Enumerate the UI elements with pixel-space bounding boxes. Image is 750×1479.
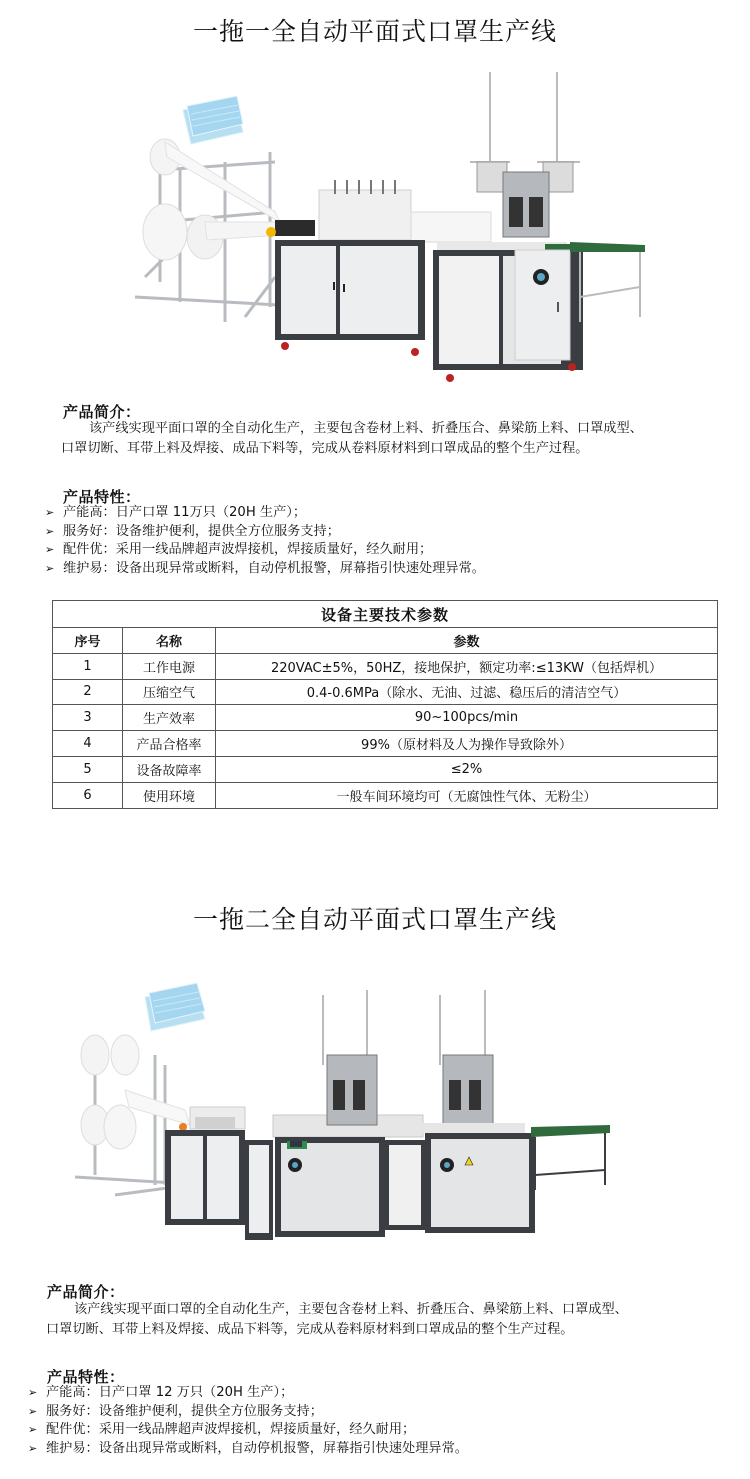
cell-name: 产品合格率 [123, 731, 216, 757]
feature-item: ➢ 服务好：设备维护便利，提供全方位服务支持； [45, 523, 485, 542]
cell-name: 使用环境 [123, 782, 216, 808]
col-header-name: 名称 [123, 628, 216, 654]
table-row [53, 731, 718, 757]
feature-item: ➢ 维护易：设备出现异常或断料，自动停机报警，屏幕指引快速处理异常。 [45, 560, 485, 579]
arrow-bullet-icon: ➢ [28, 1441, 38, 1455]
intro-line: 该产线实现平面口罩的全自动化生产，主要包含卷材上料、折叠压合、鼻梁筋上料、口罩成型、 [89, 421, 643, 436]
arrow-bullet-icon: ➢ [45, 543, 55, 556]
mask-stack-icon [183, 96, 243, 144]
feature-item: ➢ 服务好：设备维护便利，提供全方位服务支持； [28, 1403, 468, 1422]
mask-production-line-1to1-image [125, 62, 665, 387]
arrow-bullet-icon: ➢ [45, 506, 55, 519]
feature-item: ➢ 配件优：采用一线品牌超声波焊接机，焊接质量好，经久耐用； [45, 541, 485, 560]
feature-item: ➢ 维护易：设备出现异常或断料，自动停机报警，屏幕指引快速处理异常。 [28, 1440, 468, 1459]
cell-name: 压缩空气 [123, 679, 216, 705]
cell-param: 一般车间环境均可（无腐蚀性气体、无粉尘） [216, 782, 718, 808]
col-header-index: 序号 [53, 628, 123, 654]
cell-param: 90~100pcs/min [216, 705, 718, 731]
intro-line: 口罩切断、耳带上料及焊接、成品下料等，完成从卷料原材料到口罩成品的整个生产过程。 [46, 1322, 574, 1337]
product-intro-text-1 [61, 419, 643, 459]
table-row [53, 756, 718, 782]
mask-production-line-1to2-image [65, 955, 675, 1265]
product-features-heading-2: 产品特性： [47, 1368, 125, 1386]
arrow-bullet-icon: ➢ [45, 561, 55, 575]
mask-stack-icon [145, 983, 205, 1031]
cell-index: 2 [53, 679, 123, 705]
col-header-param: 参数 [216, 628, 718, 654]
spec-table-header [53, 628, 718, 654]
cell-index: 3 [53, 705, 123, 731]
cell-index: 5 [53, 756, 123, 782]
table-row [53, 705, 718, 731]
cell-param: 0.4-0.6MPa（除水、无油、过滤、稳压后的清洁空气） [216, 679, 718, 705]
cell-name: 生产效率 [123, 705, 216, 731]
spec-table-caption: 设备主要技术参数 [53, 601, 718, 628]
intro-line: 口罩切断、耳带上料及焊接、成品下料等，完成从卷料原材料到口罩成品的整个生产过程。 [61, 441, 589, 456]
arrow-bullet-icon: ➢ [28, 1404, 38, 1418]
cell-index: 1 [53, 653, 123, 679]
cell-name: 工作电源 [123, 653, 216, 679]
feature-item: ➢ 产能高：日产口罩 11万只（20H 生产）； [45, 504, 485, 523]
section-2-title: 一拖二全自动平面式口罩生产线 [192, 905, 557, 934]
intro-line: 该产线实现平面口罩的全自动化生产，主要包含卷材上料、折叠压合、鼻梁筋上料、口罩成型、 [74, 1302, 628, 1317]
product-features-list-2 [28, 1384, 468, 1458]
cell-index: 4 [53, 731, 123, 757]
product-features-list-1 [45, 504, 485, 578]
cell-param: ≤2% [216, 756, 718, 782]
arrow-bullet-icon: ➢ [28, 1386, 38, 1399]
section-1-title: 一拖一全自动平面式口罩生产线 [192, 17, 557, 46]
cell-name: 设备故障率 [123, 756, 216, 782]
arrow-bullet-icon: ➢ [28, 1423, 38, 1436]
product-intro-heading-2: 产品简介： [47, 1283, 125, 1301]
table-row [53, 782, 718, 808]
feature-item: ➢ 配件优：采用一线品牌超声波焊接机，焊接质量好，经久耐用； [28, 1421, 468, 1440]
product-intro-heading-1: 产品简介： [63, 403, 141, 421]
arrow-bullet-icon: ➢ [45, 524, 55, 538]
product-intro-text-2 [46, 1300, 628, 1340]
spec-table [52, 600, 718, 809]
cell-param: 99%（原材料及人为操作导致除外） [216, 731, 718, 757]
table-row [53, 679, 718, 705]
feature-item: ➢ 产能高：日产口罩 12 万只（20H 生产）； [28, 1384, 468, 1403]
product-features-heading-1: 产品特性： [63, 488, 141, 506]
table-row [53, 653, 718, 679]
cell-param: 220VAC±5%，50HZ，接地保护，额定功率:≤13KW（包括焊机） [216, 653, 718, 679]
cell-index: 6 [53, 782, 123, 808]
